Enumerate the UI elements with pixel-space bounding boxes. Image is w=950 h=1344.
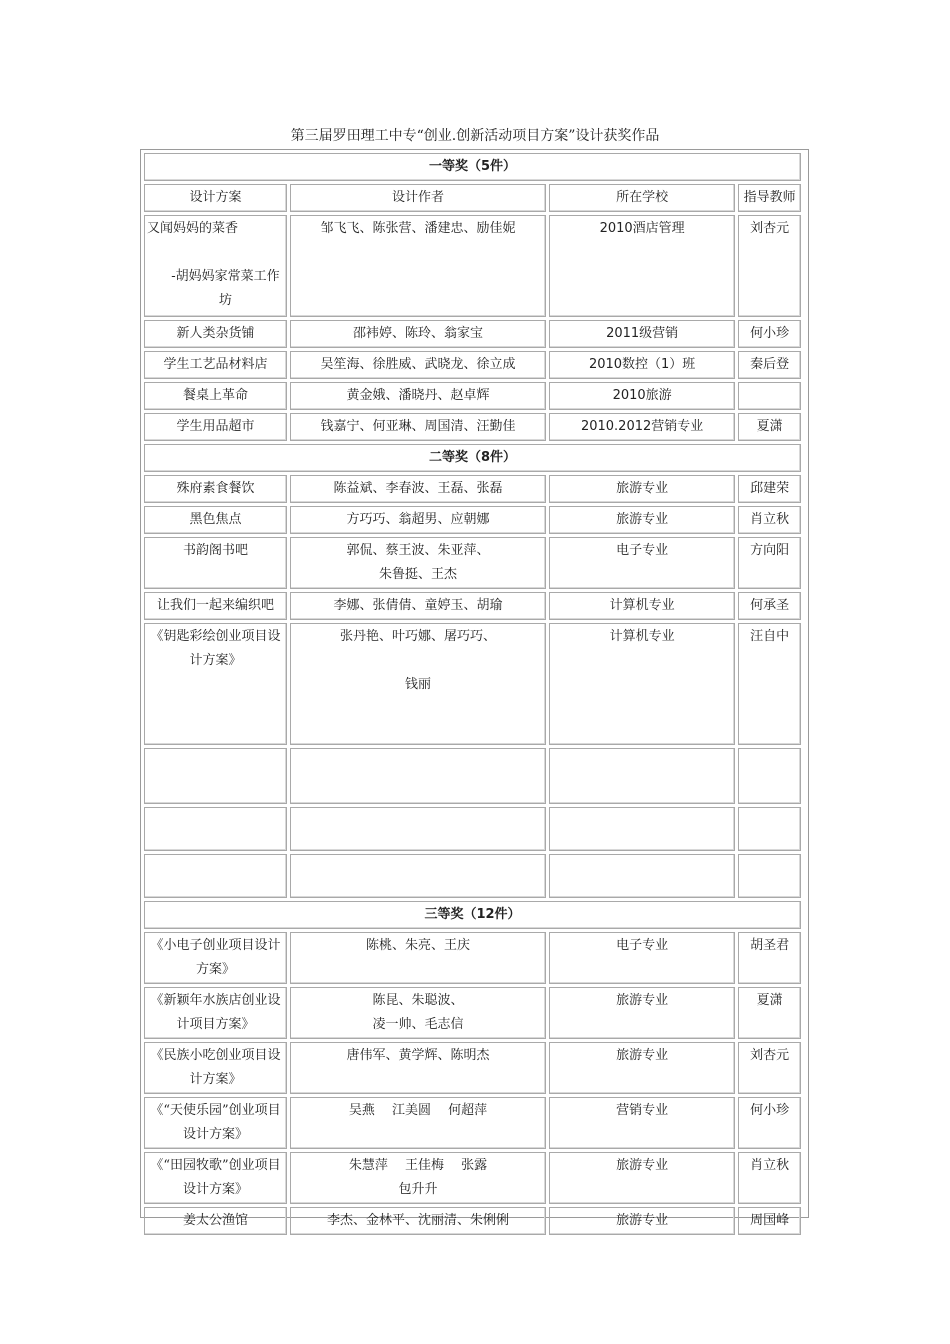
awards-table	[141, 150, 804, 1238]
empty-cell	[549, 807, 735, 851]
teacher-cell: 夏潇	[738, 413, 801, 441]
table-row	[144, 351, 801, 379]
teacher-cell: 刘杏元	[738, 1042, 801, 1094]
table-row	[144, 382, 801, 410]
header-authors: 设计作者	[290, 184, 546, 212]
school-cell: 旅游专业	[549, 1042, 735, 1094]
empty-cell	[144, 748, 287, 804]
table-row	[144, 1207, 801, 1235]
authors-cell: 黄金娥、潘晓丹、赵卓辉	[290, 382, 546, 410]
plan-cell: 让我们一起来编织吧	[144, 592, 287, 620]
empty-cell	[290, 807, 546, 851]
awards-table-frame	[140, 149, 809, 1228]
section-header-row	[144, 153, 801, 181]
school-cell: 营销专业	[549, 1097, 735, 1149]
school-cell: 2010数控（1）班	[549, 351, 735, 379]
table-row	[144, 623, 801, 745]
authors-cell: 陈益斌、李春波、王磊、张磊	[290, 475, 546, 503]
authors-cell: 李娜、张倩倩、童婷玉、胡瑜	[290, 592, 546, 620]
author-line: 凌一帅、毛志信	[372, 1017, 464, 1032]
authors-cell	[290, 623, 546, 745]
empty-cell	[290, 854, 546, 898]
author-line: 钱丽	[404, 677, 431, 692]
table-row	[144, 1042, 801, 1094]
plan-line: -胡妈妈家常菜工作坊	[171, 269, 280, 308]
column-header-row	[144, 184, 801, 212]
authors-cell	[290, 987, 546, 1039]
school-cell: 2010.2012营销专业	[549, 413, 735, 441]
plan-cell: 《“田园牧歌”创业项目设计方案》	[144, 1152, 287, 1204]
school-cell: 旅游专业	[549, 1152, 735, 1204]
table-row	[144, 537, 801, 589]
empty-row	[144, 854, 801, 898]
section-first-prize: 一等奖（5件）	[144, 153, 801, 181]
table-row	[144, 1152, 801, 1204]
school-cell: 2010酒店管理	[549, 215, 735, 317]
table-row	[144, 320, 801, 348]
table-row	[144, 506, 801, 534]
table-row	[144, 987, 801, 1039]
school-cell: 旅游专业	[549, 506, 735, 534]
school-cell: 计算机专业	[549, 592, 735, 620]
plan-cell: 餐桌上革命	[144, 382, 287, 410]
plan-cell: 《“天使乐园”创业项目设计方案》	[144, 1097, 287, 1149]
authors-cell: 李杰、金林平、沈丽清、朱俐俐	[290, 1207, 546, 1235]
school-cell: 2011级营销	[549, 320, 735, 348]
author-line: 张丹艳、叶巧娜、屠巧巧、	[339, 629, 496, 644]
empty-cell	[549, 854, 735, 898]
author-line: 包升升	[398, 1182, 438, 1197]
teacher-cell: 汪自中	[738, 623, 801, 745]
empty-cell	[144, 854, 287, 898]
section-third-prize: 三等奖（12件）	[144, 901, 801, 929]
school-cell: 旅游专业	[549, 1207, 735, 1235]
plan-cell: 黑色焦点	[144, 506, 287, 534]
plan-cell: 《钥匙彩绘创业项目设计方案》	[144, 623, 287, 745]
plan-cell: 《小电子创业项目设计方案》	[144, 932, 287, 984]
plan-cell: 学生工艺品材料店	[144, 351, 287, 379]
authors-cell: 邵袆婷、陈玲、翁家宝	[290, 320, 546, 348]
plan-cell: 书韵阁书吧	[144, 537, 287, 589]
teacher-cell: 何小珍	[738, 1097, 801, 1149]
empty-row	[144, 807, 801, 851]
authors-cell: 唐伟军、黄学辉、陈明杰	[290, 1042, 546, 1094]
school-cell: 电子专业	[549, 932, 735, 984]
table-row	[144, 215, 801, 317]
plan-cell: 新人类杂货铺	[144, 320, 287, 348]
school-cell: 旅游专业	[549, 987, 735, 1039]
authors-cell	[290, 1152, 546, 1204]
author-line: 朱慧萍 王佳梅 张露	[348, 1158, 488, 1173]
author-line: 朱鲁挺、王杰	[378, 567, 457, 582]
teacher-cell: 肖立秋	[738, 506, 801, 534]
teacher-cell: 胡圣君	[738, 932, 801, 984]
empty-cell	[549, 748, 735, 804]
plan-cell: 《新颖年水族店创业设计项目方案》	[144, 987, 287, 1039]
authors-cell: 钱嘉宁、何亚琳、周国清、汪勤佳	[290, 413, 546, 441]
header-plan: 设计方案	[144, 184, 287, 212]
empty-cell	[738, 748, 801, 804]
plan-cell: 《民族小吃创业项目设计方案》	[144, 1042, 287, 1094]
author-line: 陈昆、朱聪波、	[372, 993, 464, 1008]
header-teacher: 指导教师	[738, 184, 801, 212]
section-header-row	[144, 444, 801, 472]
plan-cell: 学生用品超市	[144, 413, 287, 441]
page-title: 第三届罗田理工中专“创业.创新活动项目方案”设计获奖作品	[290, 128, 660, 144]
header-school: 所在学校	[549, 184, 735, 212]
teacher-cell: 邱建荣	[738, 475, 801, 503]
section-second-prize: 二等奖（8件）	[144, 444, 801, 472]
table-row	[144, 932, 801, 984]
table-row	[144, 413, 801, 441]
empty-cell	[144, 807, 287, 851]
empty-cell	[738, 807, 801, 851]
school-cell: 2010旅游	[549, 382, 735, 410]
table-row	[144, 592, 801, 620]
teacher-cell: 夏潇	[738, 987, 801, 1039]
plan-line: 又闻妈妈的菜香	[147, 221, 239, 236]
section-header-row	[144, 901, 801, 929]
authors-cell: 陈桃、朱亮、王庆	[290, 932, 546, 984]
plan-cell: 姜太公渔馆	[144, 1207, 287, 1235]
author-line: 郭侃、蔡王波、朱亚萍、	[346, 543, 490, 558]
empty-cell	[738, 854, 801, 898]
teacher-cell: 肖立秋	[738, 1152, 801, 1204]
teacher-cell: 刘杏元	[738, 215, 801, 317]
empty-cell	[290, 748, 546, 804]
teacher-cell: 秦后登	[738, 351, 801, 379]
plan-cell: 殊府素食餐饮	[144, 475, 287, 503]
teacher-cell: 周国峰	[738, 1207, 801, 1235]
teacher-cell	[738, 382, 801, 410]
authors-cell: 邹飞飞、陈张营、潘建忠、励佳妮	[290, 215, 546, 317]
teacher-cell: 何小珍	[738, 320, 801, 348]
authors-cell: 方巧巧、翁超男、应朝娜	[290, 506, 546, 534]
teacher-cell: 何承圣	[738, 592, 801, 620]
authors-cell	[290, 537, 546, 589]
school-cell: 计算机专业	[549, 623, 735, 745]
authors-cell: 吴燕 江美圆 何超萍	[290, 1097, 546, 1149]
table-row	[144, 475, 801, 503]
empty-row	[144, 748, 801, 804]
school-cell: 旅游专业	[549, 475, 735, 503]
authors-cell: 吴笙海、徐胜威、武晓龙、徐立成	[290, 351, 546, 379]
table-row	[144, 1097, 801, 1149]
plan-cell	[144, 215, 287, 317]
school-cell: 电子专业	[549, 537, 735, 589]
teacher-cell: 方向阳	[738, 537, 801, 589]
